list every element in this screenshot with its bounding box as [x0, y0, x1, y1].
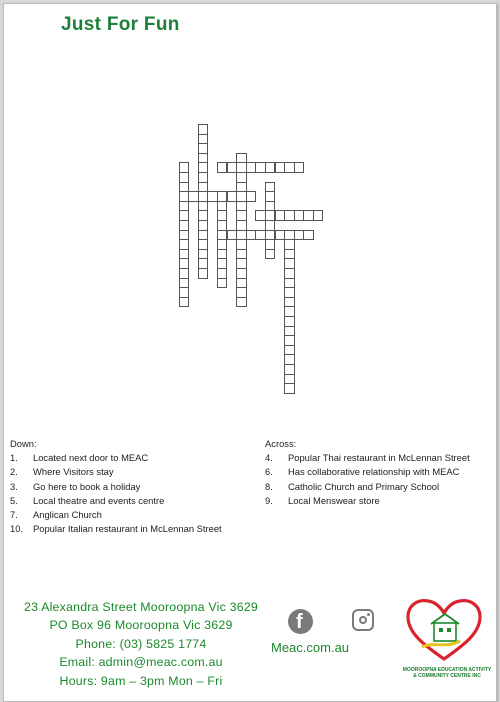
crossword-cell[interactable] [179, 297, 190, 308]
crossword-cell[interactable] [188, 191, 199, 202]
clue-text: Located next door to MEAC [33, 452, 149, 464]
down-clue [10, 494, 260, 508]
across-clue [265, 451, 500, 465]
clue-number: 2. [10, 466, 18, 478]
crossword-cell[interactable] [265, 249, 276, 260]
clue-text: Where Visitors stay [33, 466, 114, 478]
across-heading: Across: [265, 438, 297, 449]
po-box-line: PO Box 96 Mooroopna Vic 3629 [49, 618, 233, 633]
crossword-cell[interactable] [284, 383, 295, 394]
hours-line: Hours: 9am – 3pm Mon – Fri [59, 673, 223, 688]
crossword-cell[interactable] [255, 210, 266, 221]
down-clue [10, 465, 260, 479]
crossword-cell[interactable] [255, 230, 266, 241]
clue-text: Has collaborative relationship with MEAC [288, 466, 460, 478]
instagram-icon[interactable] [352, 609, 374, 631]
page-title: Just For Fun [61, 14, 180, 35]
crossword-cell[interactable] [313, 210, 324, 221]
clue-number: 8. [265, 480, 273, 492]
crossword-cell[interactable] [227, 191, 238, 202]
clue-number: 9. [265, 494, 273, 506]
meac-logo [404, 597, 484, 697]
logo-text: MOOROOPNA EDUCATION ACTIVITY & COMMUNITY CENTRE INC [402, 667, 492, 680]
clue-text: Go here to book a holiday [33, 480, 141, 492]
crossword-cell[interactable] [246, 191, 257, 202]
website-link[interactable]: Meac.com.au [271, 640, 350, 655]
crossword-cell[interactable] [275, 230, 286, 241]
clue-text: Local theatre and events centre [33, 494, 165, 506]
clue-number: 6. [265, 466, 273, 478]
crossword-cell[interactable] [198, 268, 209, 279]
clue-text: Local Menswear store [288, 494, 380, 506]
crossword-cell[interactable] [236, 297, 247, 308]
crossword-cell[interactable] [294, 162, 305, 173]
clue-number: 7. [10, 509, 18, 521]
phone-line: Phone: (03) 5825 1774 [75, 636, 207, 651]
clue-text: Anglican Church [33, 509, 102, 521]
clue-number: 5. [10, 494, 18, 506]
crossword-cell[interactable] [303, 230, 314, 241]
down-clue [10, 508, 260, 522]
down-clue [10, 451, 260, 465]
across-clue [265, 480, 500, 494]
crossword-cell[interactable] [217, 278, 228, 289]
clue-text: Popular Italian restaurant in McLennan Street [33, 523, 222, 535]
clue-text: Popular Thai restaurant in McLennan Street [288, 452, 470, 464]
down-clues [10, 437, 260, 536]
email-line: Email: admin@meac.com.au [59, 655, 223, 670]
across-clue [265, 494, 500, 508]
clue-number: 1. [10, 452, 18, 464]
down-heading: Down: [10, 438, 37, 449]
clue-text: Catholic Church and Primary School [288, 480, 440, 492]
clue-number: 3. [10, 480, 18, 492]
across-clue [265, 465, 500, 479]
crossword-cell[interactable] [207, 191, 218, 202]
address-line: 23 Alexandra Street Mooroopna Vic 3629 [23, 600, 258, 614]
crossword-cell[interactable] [227, 230, 238, 241]
facebook-icon[interactable]: f [288, 609, 313, 634]
down-clue [10, 522, 260, 536]
clue-number: 4. [265, 452, 273, 464]
contact-block [12, 598, 270, 690]
clue-number: 10. [10, 523, 24, 535]
across-clues [265, 437, 500, 508]
crossword-cell[interactable] [227, 162, 238, 173]
down-clue [10, 480, 260, 494]
